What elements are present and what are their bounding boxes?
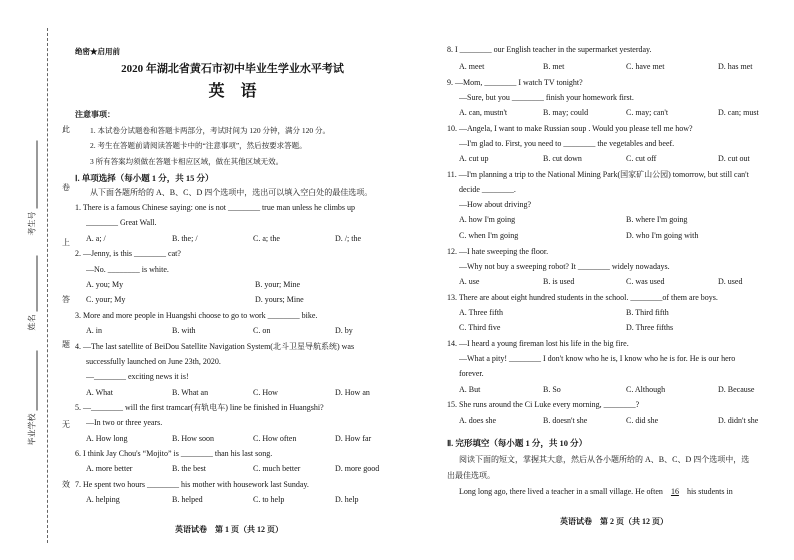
- option-c: C. a; the: [253, 234, 280, 243]
- option-c: C. when I'm going: [459, 231, 519, 240]
- question-stem: 13. There are about eight hundred students in the school. ________of them are boys.: [447, 293, 718, 302]
- option-a: A. in: [86, 326, 102, 335]
- option-d: D. How an: [335, 388, 370, 397]
- question-stem: —How about driving?: [459, 200, 531, 209]
- option-a: A. meet: [459, 62, 485, 71]
- option-b: B. So: [543, 385, 561, 394]
- option-d: D. Three fifths: [626, 323, 674, 332]
- option-d: D. help: [335, 495, 359, 504]
- option-c: C. Although: [626, 385, 666, 394]
- question-stem: 5. —________ will the first tramcar(有轨电车) line be finished in Huangshi?: [75, 403, 324, 412]
- binding-fold-line: [47, 28, 48, 543]
- school-fill-line: [29, 351, 38, 411]
- question-stem: —In two or three years.: [86, 418, 163, 427]
- question-stem: 7. He spent two hours ________ his mother with housework last Sunday.: [75, 480, 309, 489]
- question-stem: 4. —The last satellite of BeiDou Satellite Navigation System(北斗卫星导航系统) was: [75, 342, 355, 351]
- question-stem: 11. —I'm planning a trip to the National Mining Park(国家矿山公园) tomorrow, but still can't: [447, 170, 749, 179]
- question-stem: ________ Great Wall.: [86, 218, 157, 227]
- option-a: A. helping: [86, 495, 120, 504]
- question-stem: —Sure, but you ________ finish your homework first.: [459, 93, 634, 102]
- option-b: B. How soon: [172, 434, 215, 443]
- option-d: D. by: [335, 326, 353, 335]
- margin-warning-char: 效: [62, 480, 70, 489]
- question-stem: forever.: [459, 369, 484, 378]
- question-stem: successfully launched on June 23th, 2020.: [86, 357, 221, 366]
- option-d: D. didn't she: [718, 416, 759, 425]
- question-stem: 6. I think Jay Chou's “Mojito” is ________ than his last song.: [75, 449, 273, 458]
- option-b: B. is used: [543, 277, 575, 286]
- margin-warning-char: 上: [62, 238, 70, 247]
- option-d: D. yours; Mine: [255, 295, 304, 304]
- exam-number-label: 考生号: [27, 211, 37, 236]
- notice-heading: 注意事项：: [75, 110, 115, 119]
- option-a: A. But: [459, 385, 481, 394]
- option-d: D. more good: [335, 464, 380, 473]
- question-stem: 8. I ________ our English teacher in the supermarket yesterday.: [447, 45, 652, 54]
- subject-title: 英 语: [208, 83, 257, 100]
- confidential-mark: 绝密★启用前: [75, 47, 120, 56]
- option-b: B. the; /: [172, 234, 198, 243]
- option-a: A. a; /: [86, 234, 106, 243]
- notice-item: 1. 本试卷分试题卷和答题卡两部分，考试时间为 120 分钟，满分 120 分。: [90, 126, 330, 135]
- option-a: A. Three fifth: [459, 308, 504, 317]
- notice-item: 3 所有答案均须做在答题卡相应区域，做在其他区域无效。: [90, 157, 284, 166]
- question-stem: 2. —Jenny, is this ________ cat?: [75, 249, 181, 258]
- option-a: A. use: [459, 277, 480, 286]
- option-b: B. with: [172, 326, 196, 335]
- option-d: D. can; must: [718, 108, 759, 117]
- option-b: B. the best: [172, 464, 206, 473]
- cloze-blank-16: 16: [670, 487, 679, 496]
- option-d: D. Because: [718, 385, 755, 394]
- question-stem: 9. —Mom, ________ I watch TV tonight?: [447, 78, 583, 87]
- margin-warning-char: 此: [62, 125, 70, 134]
- option-d: D. who I'm going with: [626, 231, 699, 240]
- page-1-footer: 英语试卷 第 1 页（共 12 页）: [175, 525, 283, 534]
- question-stem: decide ________.: [459, 185, 516, 194]
- exam-title: 2020 年湖北省黄石市初中毕业生学业水平考试: [121, 63, 344, 75]
- option-a: A. how I'm going: [459, 215, 516, 224]
- school-field: [26, 351, 38, 446]
- question-stem: 14. —I heard a young fireman lost his life in the big fire.: [447, 339, 629, 348]
- section-1-heading: Ⅰ. 单项选择（每小题 1 分，共 15 分）: [75, 173, 214, 183]
- option-b: B. doesn't she: [543, 416, 588, 425]
- option-c: C. cut off: [626, 154, 657, 163]
- option-b: B. met: [543, 62, 565, 71]
- option-c: C. was used: [626, 277, 665, 286]
- option-a: A. does she: [459, 416, 497, 425]
- option-c: C. to help: [253, 495, 285, 504]
- option-c: C. your; My: [86, 295, 126, 304]
- option-c: C. much better: [253, 464, 301, 473]
- option-c: C. Third five: [459, 323, 501, 332]
- section-1-instruction: 从下面各题所给的 A、B、C、D 四个选项中，选出可以填入空白处的最佳选项。: [90, 188, 373, 197]
- question-stem: 10. —Angela, I want to make Russian soup . Would you please tell me how?: [447, 124, 693, 133]
- option-d: D. cut out: [718, 154, 750, 163]
- margin-warning-char: 答: [62, 295, 70, 304]
- student-name-fill-line: [29, 256, 38, 312]
- option-d: D. How far: [335, 434, 372, 443]
- option-c: C. may; can't: [626, 108, 669, 117]
- option-b: B. your; Mine: [255, 280, 301, 289]
- option-b: B. where I'm going: [626, 215, 688, 224]
- question-stem: 15. She runs around the Ci Luke every morning, ________?: [447, 400, 640, 409]
- margin-warning-char: 卷: [62, 183, 70, 192]
- option-a: A. more better: [86, 464, 133, 473]
- question-stem: —Why not buy a sweeping robot? It ________ widely nowadays.: [459, 262, 670, 271]
- section-2-instruction: 阅读下面的短文，掌握其大意，然后从各小题所给的 A、B、C、D 四个选项中，选: [459, 455, 750, 464]
- option-d: D. has met: [718, 62, 753, 71]
- option-b: B. cut down: [543, 154, 582, 163]
- option-c: C. How often: [253, 434, 297, 443]
- option-b: B. may; could: [543, 108, 589, 117]
- cloze-passage-line: [459, 487, 733, 497]
- student-name-label: 姓名: [27, 314, 37, 331]
- student-name-field: [26, 256, 38, 331]
- section-2-instruction: 出最佳选项。: [447, 471, 495, 480]
- margin-warning-char: 无: [62, 420, 70, 429]
- passage-text: his students in: [686, 487, 733, 496]
- school-label: 毕业学校: [27, 413, 37, 446]
- question-stem: —No. ________ is white.: [86, 265, 169, 274]
- question-stem: 12. —I hate sweeping the floor.: [447, 247, 549, 256]
- question-stem: 1. There is a famous Chinese saying: one is not ________ true man unless he climbs up: [75, 203, 356, 212]
- margin-warning-char: 题: [62, 340, 70, 349]
- option-a: A. How long: [86, 434, 128, 443]
- option-c: C. have met: [626, 62, 665, 71]
- option-b: B. Third fifth: [626, 308, 669, 317]
- option-a: A. can, mustn't: [459, 108, 508, 117]
- option-a: A. What: [86, 388, 113, 397]
- option-a: A. cut up: [459, 154, 489, 163]
- notice-item: 2. 考生在答题前请阅读答题卡中的“注意事项”，然后按要求答题。: [90, 141, 307, 150]
- option-d: D. /; the: [335, 234, 361, 243]
- option-b: B. What an: [172, 388, 209, 397]
- question-stem: —I'm glad to. First, you need to ________ the vegetables and beef.: [459, 139, 675, 148]
- option-b: B. helped: [172, 495, 203, 504]
- page-2-footer: 英语试卷 第 2 页（共 12 页）: [560, 517, 668, 526]
- question-stem: —________ exciting news it is!: [86, 372, 189, 381]
- exam-number-fill-line: [29, 141, 38, 209]
- question-stem: 3. More and more people in Huangshi choose to go to work ________ bike.: [75, 311, 318, 320]
- exam-number-field: [26, 141, 38, 236]
- option-c: C. on: [253, 326, 271, 335]
- section-2-heading: Ⅱ. 完形填空（每小题 1 分，共 10 分）: [447, 438, 588, 448]
- question-stem: —What a pity! ________ I don't know who he is, I know who he is for. He is our hero: [459, 354, 736, 363]
- option-d: D. used: [718, 277, 743, 286]
- passage-text: Long long ago, there lived a teacher in a small village. He often: [459, 487, 663, 496]
- option-c: C. How: [253, 388, 278, 397]
- option-a: A. you; My: [86, 280, 124, 289]
- option-c: C. did she: [626, 416, 659, 425]
